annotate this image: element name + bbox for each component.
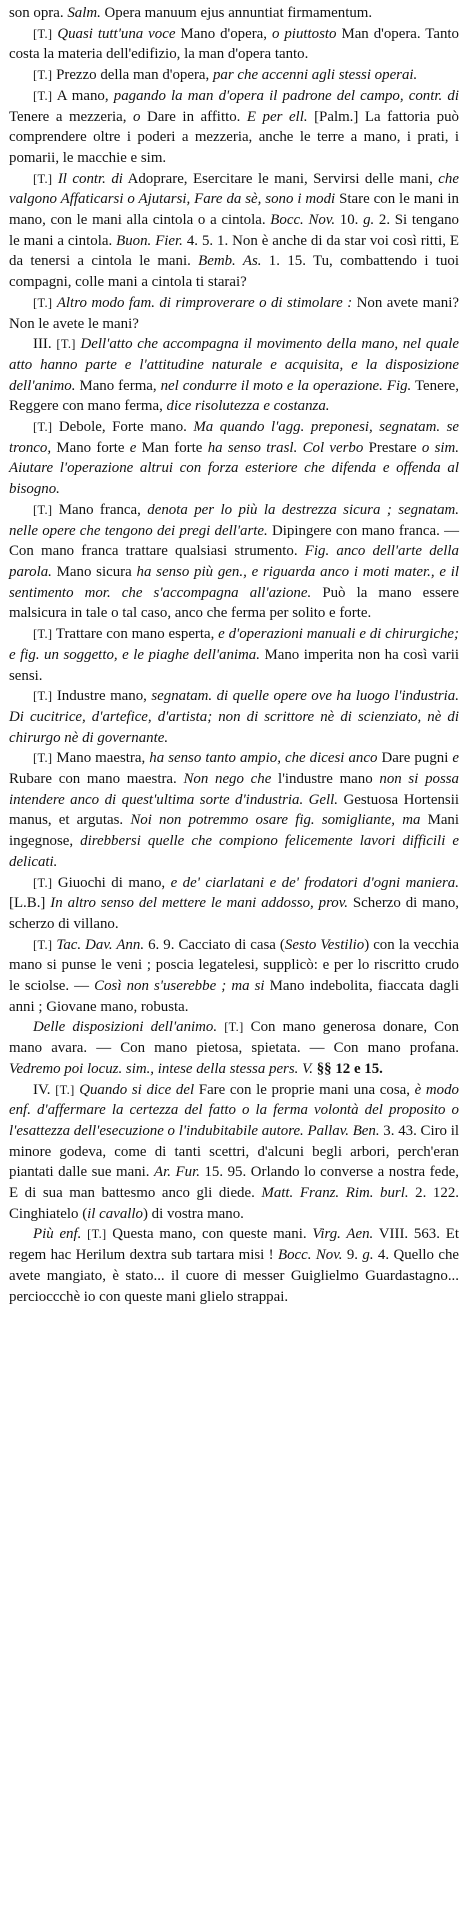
text-run: Dare pugni [377,750,453,767]
text-run: Gestuosa Hortensii manus, et argutas. [9,791,463,829]
section-marker: [T.] [56,337,76,352]
section-marker: [T.] [224,1020,244,1035]
italic-text-run: par che accenni agli stessi operai. [212,67,418,84]
text-run: Trattare con mano esperta, [52,626,219,643]
text-run: III. [33,336,57,353]
italic-text-run: Delle disposizioni dell'animo. [33,1019,218,1036]
text-run: Stare con le mani in mano, con le mani alla cintola o a cintola. [9,191,463,229]
text-run: Giuochi di mano, [52,874,171,891]
italic-text-run: è modo enf. d'affermare la certezza del fatto o la ferma volontà del proposito o l'esattezza dell'esecuzione o l'indubitabile autore. Pallav. Ben. [9,1081,463,1139]
section-marker: [T.] [33,627,53,642]
text-run: 2. Si tengano le mani a cintola. [9,212,463,249]
italic-text-run: Il contr. di [57,170,123,187]
italic-text-run: Noi non potremmo osare fig. somigliante, ma [130,812,421,829]
text-run: Non avete mani? Non le avete le mani? [9,294,463,332]
text-run: IV. [33,1081,56,1098]
italic-text-run: Vedremo poi locuz. sim., intese della stessa pers. V. [9,1060,313,1077]
italic-text-run: E per ell. [246,108,308,125]
entry-paragraph [9,334,463,417]
italic-text-run: e d'operazioni manuali e di chirurgiche; e fig. un soggetto, e le piaghe dell'anima. [9,626,463,663]
italic-text-run: Dell'atto che accompagna il movimento della mano, nel quale atto hanno parte e l'attitudine naturale e acquisita, e la disposizione dell'animo. [9,336,463,394]
italic-text-run: e de' ciarlatani e de' frodatori d'ogni maniera. [170,874,459,891]
italic-text-run: Bemb. As. [198,253,262,270]
italic-text-run: Ma quando l'agg. preponesi, segnatam. se tronco, [9,419,463,456]
section-marker: [T.] [87,1227,107,1242]
bold-text-run: §§ 12 e 15. [316,1060,383,1077]
entry-paragraph [9,3,459,24]
section-marker: [T.] [33,171,53,186]
text-run: Può la mano essere malsicura in tale o tal caso, anco che ferma per solito e forte. [9,584,463,622]
italic-text-run: denota per lo più la destrezza sicura ; segnatam. nelle opere che tengono dei pregi dell'arte. [9,501,463,539]
text-run: Dare in affitto. [140,108,247,125]
text-run: Questa mano, con queste mani. [106,1226,313,1243]
text-run: 4. 5. 1. Non è anche di da star voi così ritti, E da tenersi a cintola le mani. [9,232,463,270]
text-run: [L.B.] [9,874,463,912]
italic-text-run: In altro senso del mettere le mani addosso, prov. [50,895,348,912]
text-run: ) con la vecchia mano si punse le veni ; poscia legatelesi, supplicò: e per lo riscritto crudo le sciolse. — [9,936,463,995]
text-run: Adoprare, Esercitare le mani, Servirsi delle mani, [122,170,439,187]
entry-paragraph [9,748,463,872]
italic-text-run: Matt. Franz. Rim. burl. [261,1185,409,1202]
text-run: 2. 122. Cinghiatelo ( [9,1185,463,1222]
italic-text-run: nel condurre il moto e la operazione. Fig. [160,377,412,394]
text-run: 1. 15. Tu, combattendo i tuoi compagni, colle mani a cintola ti starai? [9,253,463,291]
italic-text-run: che valgono Affaticarsi o Ajutarsi, Fare da sè, sono i modi [9,170,463,208]
italic-text-run: Quasi tutt'una voce [57,25,176,42]
text-run: 6. 9. Cacciato di casa ( [144,936,285,953]
italic-text-run: ha senso più gen., e riguarda anco i moti mater., e il sentimento mor. che s'accompagna all'azione. [9,563,463,601]
italic-text-run: Buon. Fier. [116,232,183,249]
text-run: Opera manuum ejus annuntiat firmamentum. [100,5,373,21]
text-run: Fare con le proprie mani una cosa, [194,1081,415,1098]
text-run: Mano ferma, [75,377,161,394]
entry-paragraph [9,935,463,1018]
text-run: Mano imperita non ha così varii sensi. [9,646,463,684]
text-run: Man d'opera. Tanto costa la materia dell'edifizio, la man d'opera tanto. [9,25,463,63]
entry-paragraph [9,686,463,748]
section-marker: [T.] [55,1082,75,1097]
italic-text-run: Ar. Fur. [154,1164,200,1181]
italic-text-run: Bocc. Nov. [277,1247,343,1264]
section-marker: [T.] [33,295,53,310]
italic-text-run: g. [363,212,375,229]
text-run: Prestare [363,439,422,456]
text-run: Man forte [136,439,208,456]
section-marker: [T.] [33,937,53,952]
section-marker: [T.] [33,875,53,890]
italic-text-run: Salm. [67,5,101,21]
text-run: Mani ingegnose, [9,812,463,850]
entry-paragraph [9,873,463,935]
italic-text-run: Altro modo fam. di rimproverare o di stimolare : [56,294,353,311]
italic-text-run: direbbersi quelle che compiono felicemente lavori difficili e delicati. [9,833,463,870]
italic-text-run: o piuttosto [271,25,337,42]
entry-paragraph [9,500,463,624]
italic-text-run: Quando si dice del [79,1081,195,1098]
text-run: l'industre mano [271,771,380,788]
entry-paragraph [9,86,463,169]
text-run: Mano indebolita, fiaccata dagli anni ; Giovane mano, robusta. [9,978,463,1015]
text-run: Tenere a mezzeria, [9,87,463,125]
entry-paragraph [9,417,463,500]
italic-text-run: segnatam. di quelle opere ove ha luogo l'industria. Di cucitrice, d'artefice, d'artista; non di scrittore nè di scienziato, nè di chirurgo nè di governante. [9,688,463,746]
italic-text-run: ha senso tanto ampio, che dicesi anco [149,750,378,767]
section-marker: [T.] [33,68,53,83]
entry-paragraph [9,65,459,86]
text-run: Mano d'opera, [175,25,272,42]
italic-text-run: Virg. Aen. [312,1226,374,1243]
text-run: Prezzo della man d'opera, [52,67,213,84]
text-run: 3. 43. Ciro il minore godeva, come di tanti scettri, d'alcuni begli arbori, perch'eran piantati dalle sue mani. [9,1122,463,1181]
section-marker: [T.] [33,420,53,435]
text-run: Con mano generosa donare, Con mano avara. — Con mano pietosa, spietata. — Con mano profana. [9,1019,463,1057]
text-run: ) di vostra mano. [143,1205,244,1222]
text-run: Mano maestra, [52,750,150,767]
italic-text-run: e [129,439,137,456]
section-marker: [T.] [33,26,53,41]
text-run: VIII. 563. Et regem hac Herilum dextra sub tartara misi ! [9,1226,463,1264]
italic-text-run: g. [362,1247,374,1264]
italic-text-run: e [452,750,459,767]
entry-paragraph [9,1080,463,1225]
entry-paragraph [9,1224,463,1307]
text-column [9,3,463,1307]
italic-text-run: non si possa intendere anco di quest'ultima sorte d'industria. Gell. [9,771,463,808]
text-run: [Palm.] La fattoria può comprendere oltre i poderi a mezzeria, anche le terre a mano, i prati, i pomarii, le macchie e sim. [9,108,463,166]
italic-text-run: o [132,108,141,125]
text-run: 10. [335,212,364,229]
text-run: Tenere, Reggere con mano ferma, [9,377,463,415]
text-run: Industre mano, [52,688,152,705]
text-run: Scherzo di mano, scherzo di villano. [9,895,463,932]
italic-text-run: Sesto Vestilio [284,936,365,953]
entry-paragraph [9,169,463,293]
section-marker: [T.] [33,689,53,704]
text-run: Mano franca, [52,501,148,518]
text-run: 9. [342,1247,363,1264]
entry-paragraph [9,24,463,65]
text-run: 15. 95. Orlando lo converse a nostra fede, E di sua man battesmo anco gli diede. [9,1164,463,1202]
italic-text-run: Più enf. [33,1226,82,1243]
text-run: Mano forte [51,439,130,456]
text-run: 4. Quello che avete mangiato, è stato... il cuore di messer Guiglielmo Guardastagno... percioccchè io con queste mani glielo strappai. [9,1247,463,1305]
italic-text-run: pagando la man d'opera il padrone del campo, contr. di [113,87,459,104]
entry-paragraph [9,293,463,334]
entry-paragraph [9,1017,463,1079]
section-marker: [T.] [33,502,53,517]
text-run: Debole, Forte mano. [52,419,194,436]
italic-text-run: o sim. Aiutare l'operazione altrui con forza esteriore che difenda e offenda al bisogno. [9,439,463,498]
text-run: son opra. [9,5,68,21]
text-run: A mano, [52,87,114,104]
italic-text-run: ha senso trasl. Col verbo [207,439,364,456]
italic-text-run: Tac. Dav. Ann. [56,936,145,953]
section-marker: [T.] [33,88,53,103]
italic-text-run: Così non s'userebbe ; ma si [94,978,265,995]
text-run: Mano sicura [51,563,137,580]
italic-text-run: dice risolutezza e costanza. [166,398,330,415]
italic-text-run: Non nego che [183,771,272,788]
entry-paragraph [9,624,463,686]
text-run: Rubare con mano maestra. [9,750,463,788]
italic-text-run: Fig. anco dell'arte della parola. [9,543,463,580]
text-run: Dipingere con mano franca. — Con mano franca trattare qualsiasi strumento. [9,522,463,560]
italic-text-run: il cavallo [87,1205,143,1222]
italic-text-run: Bocc. Nov. [270,212,336,229]
section-marker: [T.] [33,751,53,766]
